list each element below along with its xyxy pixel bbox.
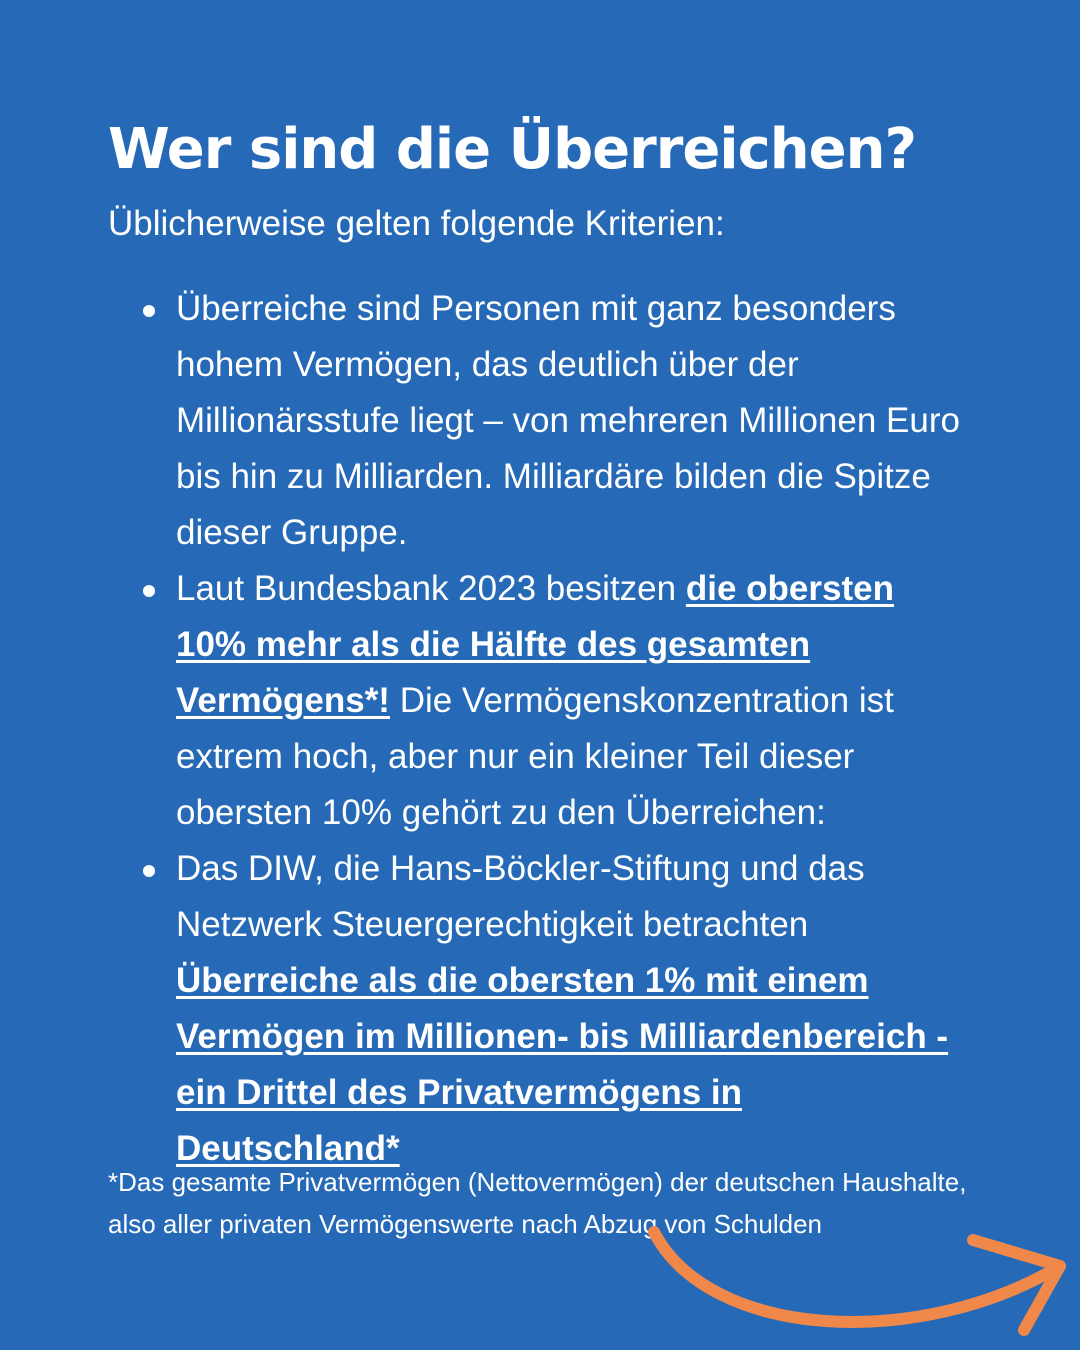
curved-arrow-right-icon[interactable] [640, 1220, 1080, 1350]
criteria-item-3 [176, 841, 966, 1177]
bullet-dot-icon [143, 865, 155, 877]
page-subtitle: Üblicherweise gelten folgende Kriterien: [108, 204, 725, 243]
bullet-dot-icon [143, 305, 155, 317]
footnote: *Das gesamte Privatvermögen (Nettovermögen) der deutschen Haushalte, also aller privaten Vermögenswerte nach Abzug von Schulden [108, 1167, 967, 1239]
criteria-item-3-emphasis: Überreiche als die obersten 1% mit einem Vermögen im Millionen- bis Milliardenbereich - ein Drittel des Privatvermögens in Deutschland* [176, 961, 949, 1168]
bullet-dot-icon [143, 585, 155, 597]
criteria-item-2-emphasis: die obersten 10% mehr als die Hälfte des gesamten Vermögens*! [176, 569, 894, 720]
criteria-item-2 [176, 561, 966, 841]
criteria-item-2-text-after: Die Vermögenskonzentration ist extrem hoch, aber nur ein kleiner Teil dieser obersten 10% gehört zu den Überreichen: [176, 681, 894, 832]
criteria-list [176, 281, 966, 1177]
criteria-item-2-text-before: Laut Bundesbank 2023 besitzen [176, 569, 686, 608]
criteria-item-1-text: Überreiche sind Personen mit ganz besonders hohem Vermögen, das deutlich über der Millionärsstufe liegt – von mehreren Millionen Euro bis hin zu Milliarden. Milliardäre bilden die Spitze dieser Gruppe. [176, 289, 960, 552]
criteria-item-1 [176, 281, 966, 561]
page-title: Wer sind die Überreichen? [108, 117, 916, 182]
criteria-item-3-text-before: Das DIW, die Hans-Böckler-Stiftung und das Netzwerk Steuergerechtigkeit betrachten [176, 849, 865, 944]
